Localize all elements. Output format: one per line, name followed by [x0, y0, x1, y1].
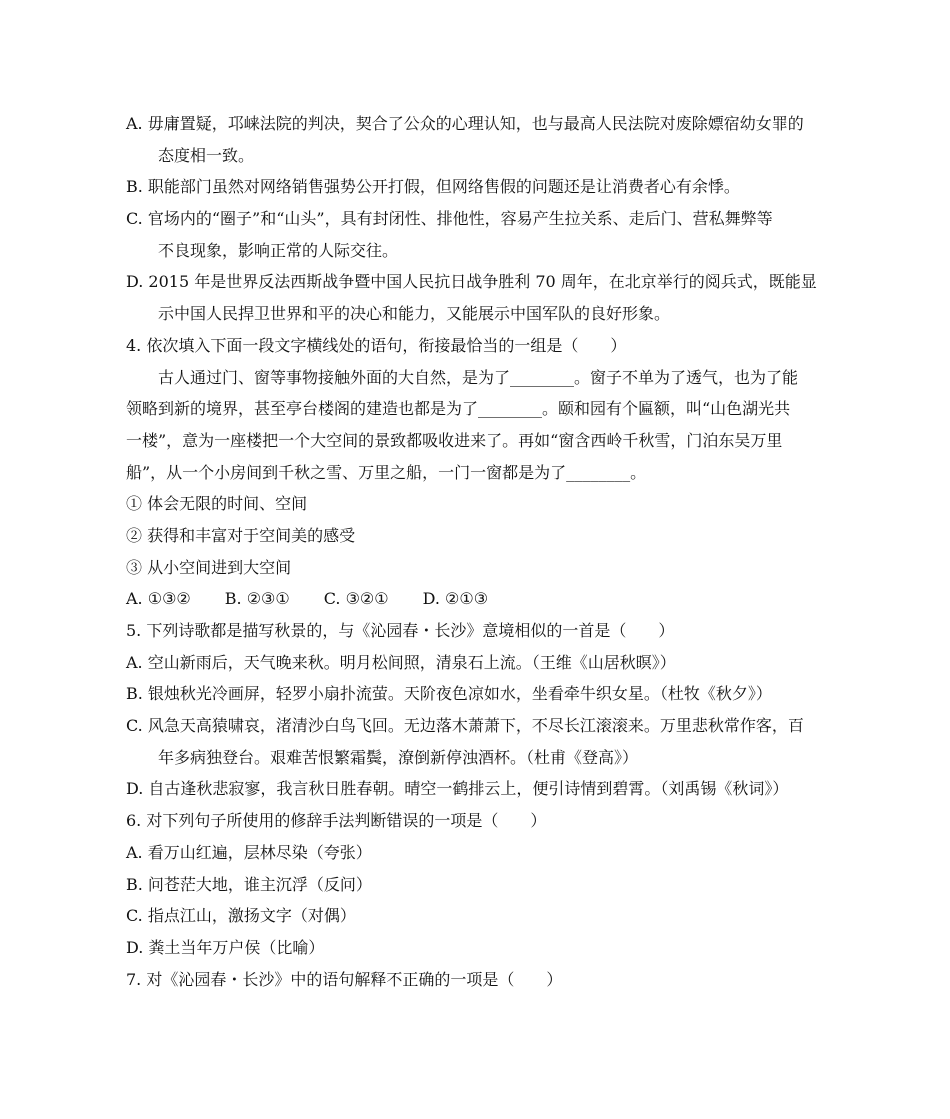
q6-stem: 6. 对下列句子所使用的修辞手法判断错误的一项是（ ） — [126, 811, 547, 831]
q4-option-c: C. ③②① — [323, 589, 389, 609]
q6-option-a: A. 看万山红遍，层林尽染（夸张） — [126, 842, 372, 862]
q4-passage-line3: 一楼”，意为一座楼把一个大空间的景致都吸收进来了。再如“窗含西岭千秋雪，门泊东吴万里 — [126, 430, 783, 450]
q3-option-c-line2: 不良现象，影响正常的人际交往。 — [158, 240, 399, 260]
q6-option-d: D. 粪土当年万户侯（比喻） — [126, 937, 325, 957]
q4-option-b: B. ②③① — [224, 589, 290, 609]
exam-page — [126, 108, 826, 995]
q4-passage-line2: 领略到新的境界，甚至亭台楼阁的建造也都是为了________。颐和园有个匾额，叫“山色湖光共 — [126, 399, 791, 419]
q4-option-d: D. ②①③ — [422, 589, 489, 609]
q4-passage-line4: 船”，从一个小房间到千秋之雪、万里之船，一门一窗都是为了________。 — [126, 462, 647, 482]
q3-option-c-line1: C. 官场内的“圈子”和“山头”，具有封闭性、排他性，容易产生拉关系、走后门、营私舞弊等 — [126, 209, 773, 229]
q3-option-d-line2: 示中国人民捍卫世界和平的决心和能力，又能展示中国军队的良好形象。 — [158, 304, 671, 324]
q4-item-2: ② 获得和丰富对于空间美的感受 — [126, 525, 356, 545]
q4-item-3: ③ 从小空间进到大空间 — [126, 557, 292, 577]
q5-stem: 5. 下列诗歌都是描写秋景的，与《沁园春・长沙》意境相似的一首是（ ） — [126, 621, 675, 640]
q6-option-b: B. 问苍茫大地，谁主沉浮（反问） — [126, 874, 372, 894]
q3-option-a-line2: 态度相一致。 — [158, 145, 255, 165]
q4-item-1: ① 体会无限的时间、空间 — [126, 494, 308, 514]
q5-option-b: B. 银烛秋光冷画屏，轻罗小扇扑流萤。天阶夜色凉如水，坐看牵牛织女星。（杜牧《秋夕》） — [126, 684, 772, 704]
q5-option-d: D. 自古逢秋悲寂寥，我言秋日胜春朝。晴空一鹤排云上，便引诗情到碧霄。（刘禹锡《秋词》） — [126, 779, 789, 799]
q5-option-a: A. 空山新雨后，天气晚来秋。明月松间照，清泉石上流。（王维《山居秋暝》） — [126, 652, 676, 672]
q4-option-a: A. ①③② — [126, 589, 191, 609]
q5-option-c-line1: C. 风急天高猿啸哀，渚清沙白鸟飞回。无边落木萧萧下，不尽长江滚滚来。万里悲秋常作客，百 — [126, 716, 804, 736]
q4-options — [126, 583, 826, 615]
q5-option-c-line2: 年多病独登台。艰难苦恨繁霜鬓，潦倒新停浊酒杯。（杜甫《登高》） — [158, 747, 639, 767]
q3-option-b: B. 职能部门虽然对网络销售强势公开打假，但网络售假的问题还是让消费者心有余悸。 — [126, 177, 740, 197]
q4-stem: 4. 依次填入下面一段文字横线处的语句，衔接最恰当的一组是（ ） — [126, 335, 627, 355]
q4-passage-line1: 古人通过门、窗等事物接触外面的大自然，是为了________。窗子不单为了透气，也为了能 — [158, 367, 799, 387]
q7-stem: 7. 对《沁园春・长沙》中的语句解释不正确的一项是（ ） — [126, 969, 563, 989]
q6-option-c: C. 指点江山，激扬文字（对偶） — [126, 906, 356, 926]
q3-option-a-line1: A. 毋庸置疑，邛崃法院的判决，契合了公众的心理认知，也与最高人民法院对废除嫖宿幼女罪的 — [126, 114, 804, 133]
q3-option-d-line1: D. 2015 年是世界反法西斯战争暨中国人民抗日战争胜利 70 周年，在北京举行的阅兵式，既能显 — [126, 272, 817, 292]
